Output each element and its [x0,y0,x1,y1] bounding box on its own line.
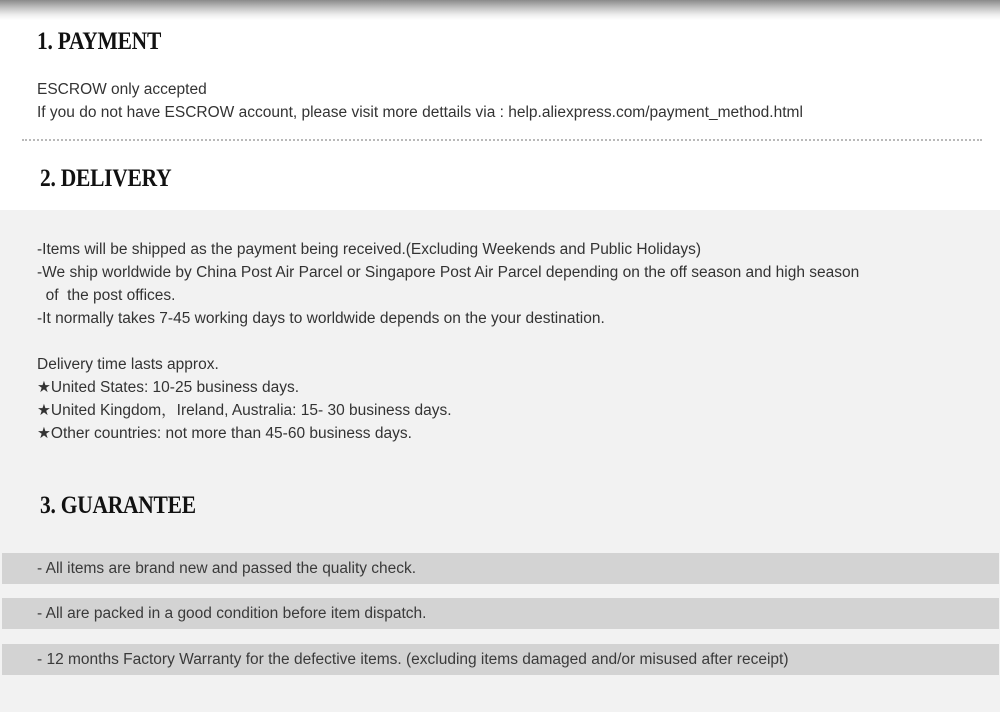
payment-line-escrow-info: If you do not have ESCROW account, please visit more dettails via : help.aliexpress.com/payment_method.html [37,104,803,121]
payment-line-escrow-only: ESCROW only accepted [37,81,207,98]
guarantee-item [2,598,999,629]
guarantee-item [2,644,999,675]
top-shadow-bar [0,0,1000,20]
guarantee-item [2,553,999,584]
section-divider [22,139,982,141]
guarantee-item-text: - All items are brand new and passed the quality check. [37,560,417,577]
delivery-time-us: ★United States: 10-25 business days. [37,379,300,396]
delivery-time-intro: Delivery time lasts approx. [37,356,219,373]
delivery-time-other: ★Other countries: not more than 45-60 business days. [37,425,412,442]
delivery-line-carriers: -We ship worldwide by China Post Air Parcel or Singapore Post Air Parcel depending on the off season and high season [37,264,860,281]
guarantee-heading: 3. GUARANTEE [40,492,196,519]
delivery-line-duration: -It normally takes 7-45 working days to worldwide depends on the your destination. [37,310,605,327]
delivery-heading: 2. DELIVERY [40,165,172,192]
payment-heading: 1. PAYMENT [37,28,162,55]
delivery-line-shipping: -Items will be shipped as the payment being received.(Excluding Weekends and Public Holidays) [37,241,701,258]
guarantee-item-text: - 12 months Factory Warranty for the defective items. (excluding items damaged and/or misused after receipt) [37,651,789,668]
delivery-line-carriers-cont: of the post offices. [37,287,176,304]
delivery-time-uk: ★United Kingdom，Ireland, Australia: 15- 30 business days. [37,402,452,419]
guarantee-item-text: - All are packed in a good condition before item dispatch. [37,605,427,622]
